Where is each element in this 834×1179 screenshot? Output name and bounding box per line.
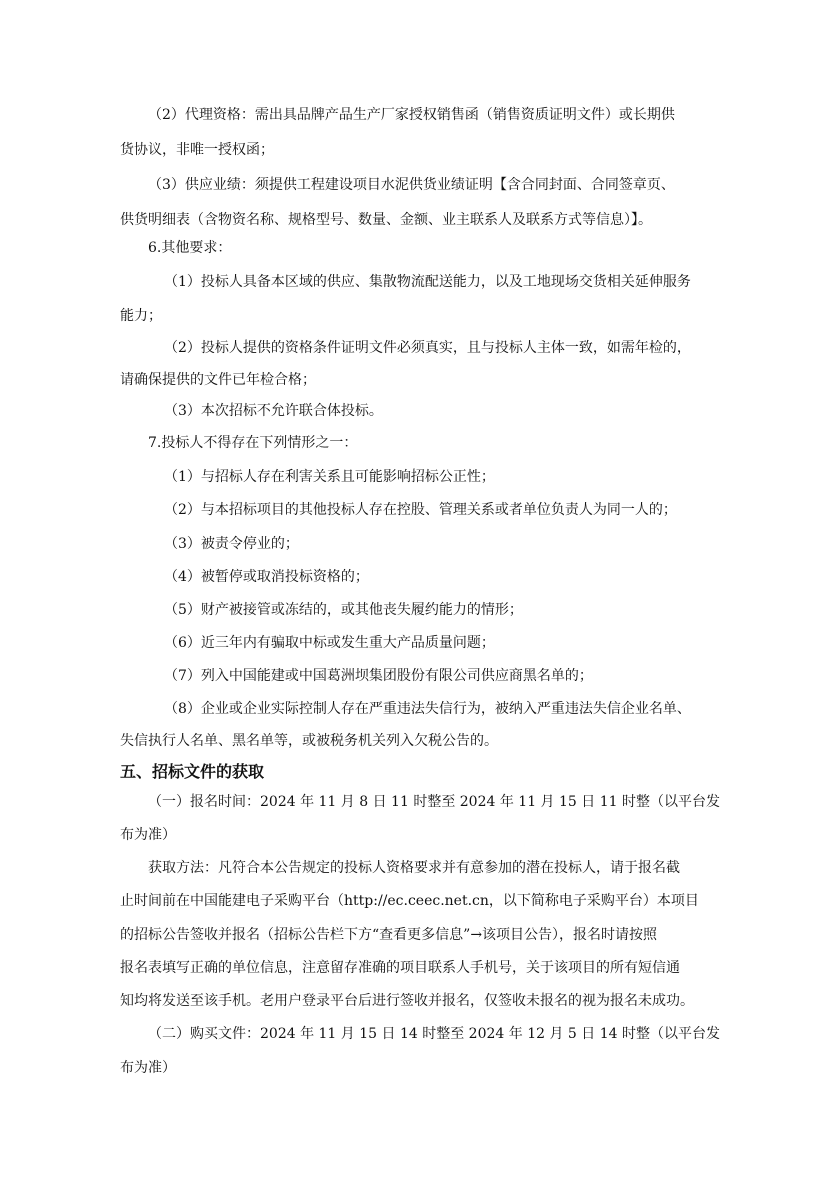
- paragraph-line: 货协议，非唯一授权函；: [120, 142, 274, 158]
- paragraph-line: 请确保提供的文件已年检合格；: [120, 372, 316, 388]
- paragraph-line: 7.投标人不得存在下列情形之一：: [148, 435, 358, 451]
- paragraph-line: （4）被暂停或取消投标资格的；: [164, 569, 369, 585]
- paragraph-line: 6.其他要求：: [148, 240, 232, 256]
- paragraph-line: （6）近三年内有骗取中标或发生重大产品质量问题；: [164, 635, 495, 651]
- paragraph-line: （3）被责令停业的；: [164, 536, 299, 552]
- paragraph-line: 止时间前在中国能建电子采购平台（http://ec.ceec.net.cn，以下简称电子采购平台）本项目: [120, 893, 699, 909]
- paragraph-line: （2）与本招标项目的其他投标人存在控股、管理关系或者单位负责人为同一人的；: [164, 502, 677, 518]
- paragraph-line: 知均将发送至该手机。老用户登录平台后进行签收并报名，仅签收未报名的视为报名未成功。: [120, 993, 694, 1009]
- paragraph-line: 报名表填写正确的单位信息，注意留存准确的项目联系人手机号，关于该项目的所有短信通: [120, 960, 680, 976]
- paragraph-line: 供货明细表（含物资名称、规格型号、数量、金额、业主联系人及联系方式等信息）】。: [120, 212, 652, 228]
- paragraph-line: 获取方法：凡符合本公告规定的投标人资格要求并有意参加的潜在投标人，请于报名截: [148, 860, 680, 876]
- paragraph-line: （二）购买文件：2024 年 11 月 15 日 14 时整至 2024 年 12 月 5 日 14 时整（以平台发: [148, 1026, 720, 1042]
- paragraph-line: 能力；: [120, 308, 162, 324]
- section-heading: 五、招标文件的获取: [120, 762, 265, 781]
- paragraph-line: （3）供应业绩：须提供工程建设项目水泥供货业绩证明【含合同封面、合同签章页、: [148, 177, 675, 193]
- paragraph-line: （7）列入中国能建或中国葛洲坝集团股份有限公司供应商黑名单的；: [164, 668, 593, 684]
- paragraph-line: （1）与招标人存在利害关系且可能影响招标公正性；: [164, 469, 495, 485]
- paragraph-line: 的招标公告签收并报名（招标公告栏下方“查看更多信息”→该项目公告），报名时请按照: [120, 927, 658, 943]
- paragraph-line: 布为准）: [120, 827, 176, 843]
- paragraph-line: 失信执行人名单、黑名单等，或被税务机关列入欠税公告的。: [120, 733, 498, 749]
- paragraph-line: （8）企业或企业实际控制人存在严重违法失信行为，被纳入严重违法失信企业名单、: [164, 701, 691, 717]
- paragraph-line: （3）本次招标不允许联合体投标。: [164, 403, 383, 419]
- paragraph-line: （2）投标人提供的资格条件证明文件必须真实，且与投标人主体一致，如需年检的，: [164, 340, 691, 356]
- paragraph-line: （一）报名时间：2024 年 11 月 8 日 11 时整至 2024 年 11 月 15 日 11 时整（以平台发: [148, 794, 720, 810]
- paragraph-line: （5）财产被接管或冻结的，或其他丧失履约能力的情形；: [164, 602, 523, 618]
- paragraph-line: （1）投标人具备本区域的供应、集散物流配送能力，以及工地现场交货相关延伸服务: [164, 274, 691, 290]
- paragraph-line: 布为准）: [120, 1060, 176, 1076]
- paragraph-line: （2）代理资格：需出具品牌产品生产厂家授权销售函（销售资质证明文件）或长期供: [148, 107, 675, 123]
